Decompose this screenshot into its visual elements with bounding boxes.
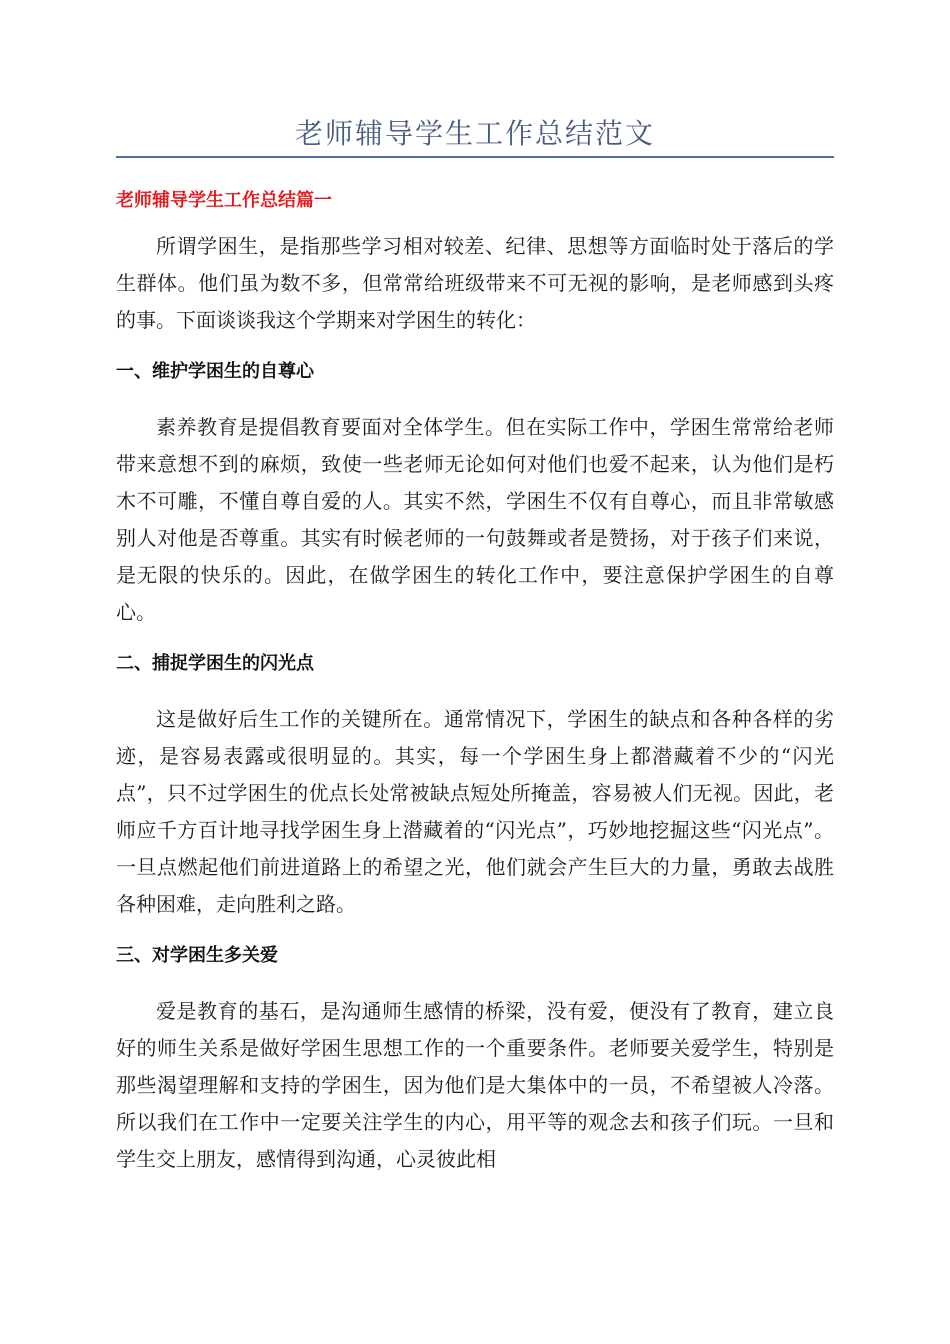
point-heading-1: 一、维护学困生的自尊心 <box>116 361 314 382</box>
title-underline <box>116 156 834 158</box>
point-heading-3: 三、对学困生多关爱 <box>116 945 278 966</box>
document-page <box>116 0 834 1178</box>
section-heading: 老师辅导学生工作总结篇一 <box>116 190 332 211</box>
point-heading-2: 二、捕捉学困生的闪光点 <box>116 653 314 674</box>
document-title: 老师辅导学生工作总结范文 <box>294 117 655 150</box>
point-body-3: 爱是教育的基石，是沟通师生感情的桥梁，没有爱，便没有了教育，建立良好的师生关系是做好学困生思想工作的一个重要条件。老师要关爱学生，特别是那些渴望理解和支持的学困生，因为他们是大集体中的一员，不希望被人冷落。所以我们在工作中一定要关注学生的内心，用平等的观念去和孩子们玩。一旦和学生交上朋友，感情得到沟通，心灵彼此相 <box>116 999 834 1171</box>
point-body-2: 这是做好后生工作的关键所在。通常情况下，学困生的缺点和各种各样的劣迹，是容易表露或很明显的。其实，每一个学困生身上都潜藏着不少的“闪光点”，只不过学困生的优点长处常被缺点短处所掩盖，容易被人们无视。因此，老师应千方百计地寻找学困生身上潜藏着的“闪光点”，巧妙地挖掘这些“闪光点”。一旦点燃起他们前进道路上的希望之光，他们就会产生巨大的力量，勇敢去战胜各种困难，走向胜利之路。 <box>116 707 834 916</box>
intro-paragraph: 所谓学困生，是指那些学习相对较差、纪律、思想等方面临时处于落后的学生群体。他们虽为数不多，但常常给班级带来不可无视的影响，是老师感到头疼的事。下面谈谈我这个学期来对学困生的转化： <box>116 234 834 332</box>
point-body-1: 素养教育是提倡教育要面对全体学生。但在实际工作中，学困生常常给老师带来意想不到的麻烦，致使一些老师无论如何对他们也爱不起来，认为他们是朽木不可雕，不懂自尊自爱的人。其实不然，学困生不仅有自尊心，而且非常敏感别人对他是否尊重。其实有时候老师的一句鼓舞或者是赞扬，对于孩子们来说，是无限的快乐的。因此，在做学困生的转化工作中，要注意保护学困生的自尊心。 <box>116 415 834 624</box>
